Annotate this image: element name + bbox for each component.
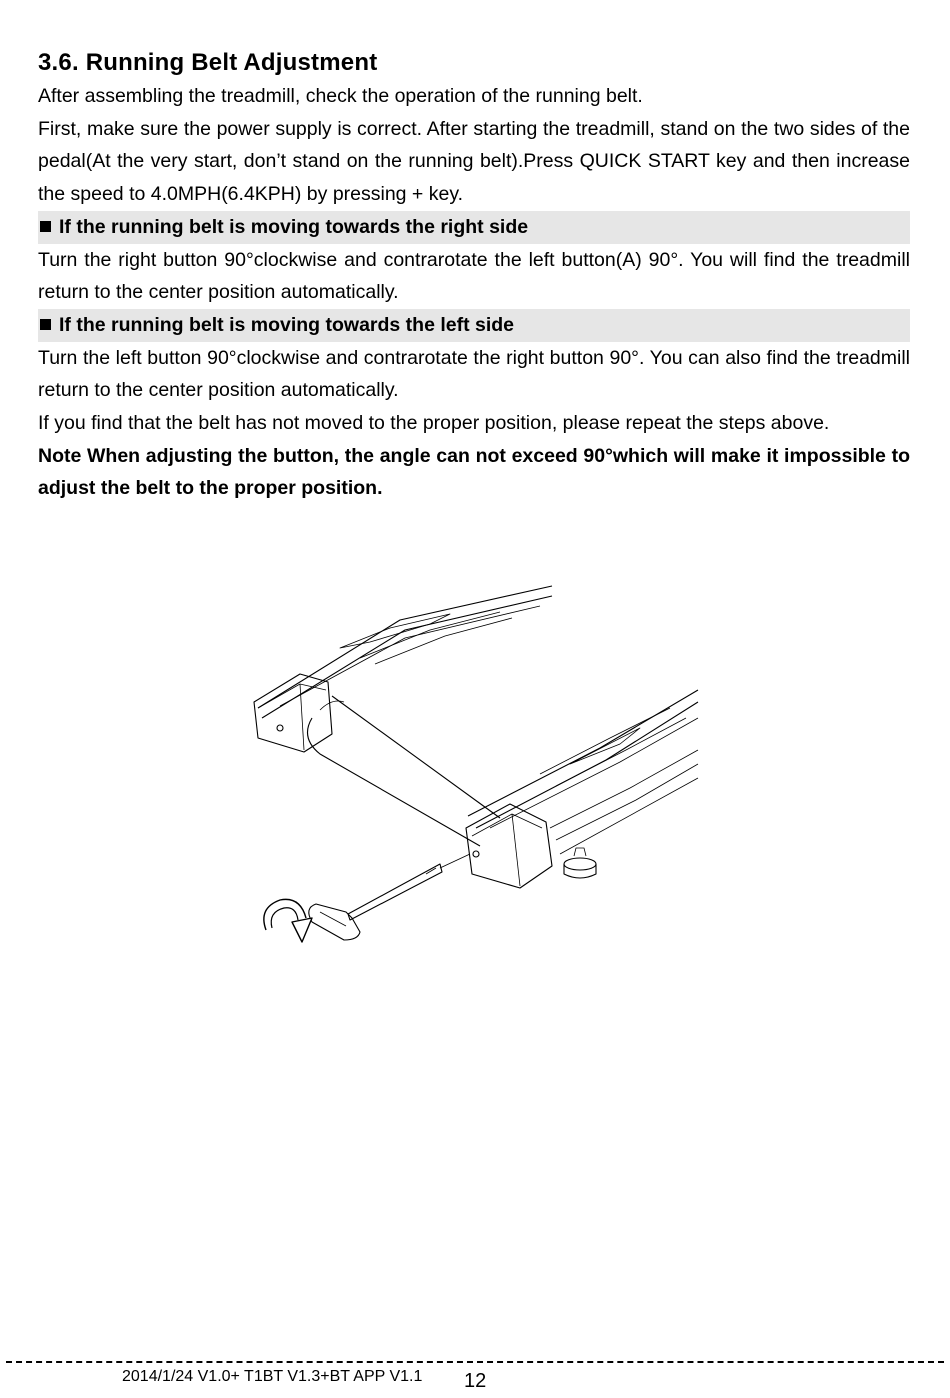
footer-version: 2014/1/24 V1.0+ T1BT V1.3+BT APP V1.1 bbox=[122, 1368, 423, 1385]
right-side-instructions: Turn the right button 90°clockwise and contrarotate the left button(A) 90°. You will find the treadmill return to the center position automatically. bbox=[38, 248, 910, 304]
manual-page bbox=[38, 46, 910, 505]
repeat-paragraph: If you find that the belt has not moved to the proper position, please repeat the steps above. bbox=[38, 412, 830, 435]
right-side-heading bbox=[38, 211, 910, 244]
left-side-instructions: Turn the left button 90°clockwise and contrarotate the right button 90°. You can also find the treadmill return to the center position automatically. bbox=[38, 346, 910, 402]
treadmill-adjustment-illustration bbox=[240, 578, 710, 958]
footer-divider bbox=[6, 1361, 944, 1363]
square-bullet-icon bbox=[40, 221, 51, 232]
left-side-heading bbox=[38, 309, 910, 342]
square-bullet-icon bbox=[40, 319, 51, 330]
instructions-paragraph: First, make sure the power supply is correct. After starting the treadmill, stand on the two sides of the pedal(At the very start, don’t stand on the running belt).Press QUICK START key and then increase the speed to 4.0MPH(6.4KPH) by pressing + key. bbox=[38, 117, 910, 206]
section-title: 3.6. Running Belt Adjustment bbox=[38, 49, 378, 76]
intro-paragraph: After assembling the treadmill, check the operation of the running belt. bbox=[38, 85, 643, 107]
left-side-heading-text: If the running belt is moving towards the left side bbox=[59, 313, 515, 336]
right-side-heading-text: If the running belt is moving towards the right side bbox=[59, 215, 529, 238]
page-number: 12 bbox=[464, 1370, 487, 1392]
note-paragraph: Note When adjusting the button, the angle can not exceed 90°which will make it impossible to adjust the belt to the proper position. bbox=[38, 444, 910, 500]
